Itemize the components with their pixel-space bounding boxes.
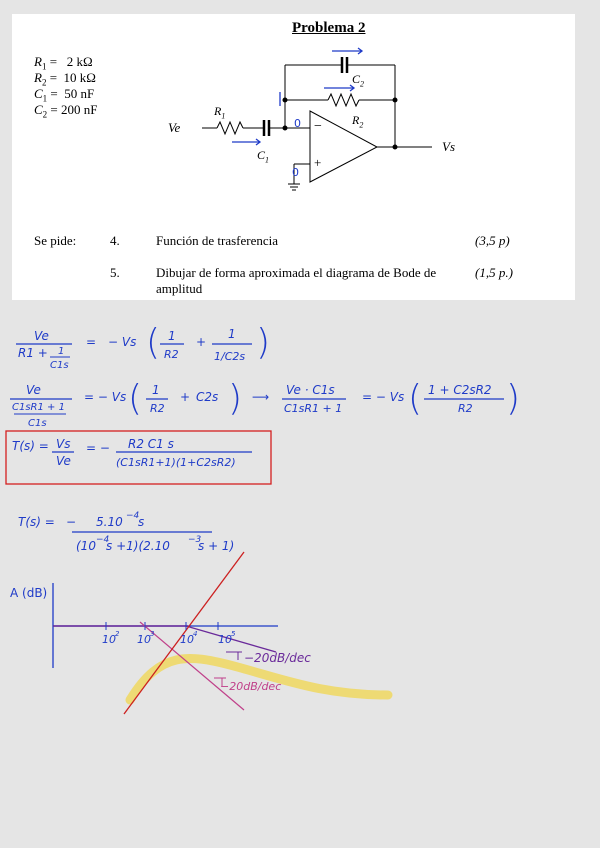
eq3-eq: = − bbox=[86, 441, 110, 455]
item-5-points: (1,5 p.) bbox=[475, 265, 513, 280]
bode-tick-2-exp: 3 bbox=[150, 630, 155, 638]
opamp-plus-label: + bbox=[314, 155, 322, 170]
svg-text:(: ( bbox=[408, 378, 423, 419]
eq4-lhs: T(s) = bbox=[18, 515, 55, 529]
eq3-rhs-den: (C1sR1+1)(1+C2sR2) bbox=[116, 456, 236, 469]
eq4-num: 5.10 bbox=[96, 515, 123, 529]
bode-slope1-label: −20dB/dec bbox=[244, 651, 311, 665]
item-5-number: 5. bbox=[110, 265, 120, 280]
eq2-eq2: = − Vs bbox=[362, 390, 405, 404]
bode-tick-4-exp: 5 bbox=[231, 630, 236, 638]
eq3-lhs-num: Vs bbox=[56, 437, 71, 451]
c1-label: $C_1$ bbox=[257, 148, 270, 165]
eq4-num-tail: s bbox=[138, 515, 145, 529]
c2-label: $C_2$ bbox=[352, 72, 365, 89]
r2-label: $R_2$ bbox=[352, 113, 364, 130]
resistor-r2 bbox=[328, 94, 359, 106]
circuit-schematic bbox=[12, 14, 575, 214]
eq2-lhs-num: Ve bbox=[26, 383, 41, 397]
eq3-rhs-num: R2 C1 s bbox=[128, 437, 174, 451]
resistor-r1 bbox=[217, 122, 243, 134]
eq1-t1-num: 1 bbox=[168, 329, 176, 343]
bode-tick-4-base: 10 bbox=[218, 633, 232, 646]
eq1-t1-den: R2 bbox=[164, 348, 179, 361]
svg-text:0: 0 bbox=[292, 166, 299, 179]
eq1-t2-den: 1/C2s bbox=[214, 350, 246, 363]
eq2-plus: + bbox=[180, 390, 191, 404]
problem-card bbox=[12, 14, 575, 300]
svg-text:(: ( bbox=[146, 322, 161, 363]
item-4-points: (3,5 p) bbox=[475, 233, 510, 248]
eq1-plus: + bbox=[196, 335, 207, 349]
svg-text:0: 0 bbox=[294, 117, 301, 130]
given-r1: $R_1 = 2$ kΩ bbox=[34, 54, 93, 72]
bode-slope2-label: −20dB/dec bbox=[220, 680, 282, 693]
eq2-t2: C2s bbox=[196, 390, 219, 404]
bode-tick-2-base: 10 bbox=[137, 633, 151, 646]
eq2-t1-num: 1 bbox=[152, 383, 160, 397]
eq4-den: (10 bbox=[76, 539, 96, 553]
eq2-t3-den: R2 bbox=[458, 402, 473, 415]
given-c2: $C_2 = 200$ nF bbox=[34, 102, 98, 120]
eq1-lhs-den-a: R1 + bbox=[18, 346, 48, 360]
eq4-den-exp1: −4 bbox=[96, 535, 110, 545]
eq1-t2-num: 1 bbox=[228, 327, 236, 341]
problem-title: Problema 2 bbox=[292, 20, 366, 36]
item-4-number: 4. bbox=[110, 233, 120, 248]
eq2-mid-den: C1sR1 + 1 bbox=[284, 402, 343, 415]
eq2-lhs-den2: C1s bbox=[28, 418, 47, 429]
eq2-lhs-den: C1sR1 + 1 bbox=[12, 402, 65, 413]
eq4-den-exp2: −3 bbox=[188, 535, 202, 545]
item-4-text: Función de trasferencia bbox=[156, 233, 279, 248]
output-label: Vs bbox=[442, 139, 455, 154]
eq2-eq: = − Vs bbox=[84, 390, 127, 404]
r1-label: $R_1$ bbox=[214, 104, 226, 121]
eq1-lhs-den-b-num: 1 bbox=[58, 346, 65, 357]
request-label: Se pide: bbox=[34, 233, 77, 248]
eq1-rhs: − Vs bbox=[108, 335, 137, 349]
item-5-text-line1: Dibujar de forma aproximada el diagrama de Bode de bbox=[156, 265, 437, 280]
eq3-lhs: T(s) = bbox=[12, 439, 49, 453]
eq1-eq: = bbox=[86, 335, 97, 349]
given-c1: $C_1 = 50$ nF bbox=[34, 86, 95, 104]
eq2-t3-num: 1 + C2sR2 bbox=[428, 383, 492, 397]
bode-axis-label: A (dB) bbox=[10, 586, 48, 600]
svg-text:): ) bbox=[228, 378, 243, 419]
svg-text:): ) bbox=[256, 322, 271, 363]
eq1-lhs-num: Ve bbox=[34, 329, 49, 343]
eq1-lhs-den-b-den: C1s bbox=[50, 360, 69, 371]
bode-tick-1-exp: 2 bbox=[115, 630, 120, 638]
eq4-sign: − bbox=[66, 515, 77, 529]
item-5-text-line2: amplitud bbox=[156, 281, 203, 296]
opamp-minus-label: − bbox=[314, 119, 322, 134]
handwritten-notes bbox=[0, 300, 600, 848]
eq4-den-mid: s +1)(2.10 bbox=[106, 539, 170, 553]
svg-text:): ) bbox=[506, 378, 521, 419]
eq4-den-tail: s + 1) bbox=[198, 539, 235, 553]
input-label: Ve bbox=[168, 120, 181, 135]
eq3-lhs-den: Ve bbox=[56, 454, 71, 468]
eq2-t1-den: R2 bbox=[150, 402, 165, 415]
bode-tick-3-base: 10 bbox=[180, 633, 194, 646]
svg-text:(: ( bbox=[128, 378, 143, 419]
eq2-mid-num: Ve · C1s bbox=[286, 383, 335, 397]
given-r2: $R_2 = 10$ kΩ bbox=[34, 70, 96, 88]
eq4-num-exp: −4 bbox=[126, 511, 140, 521]
bode-tick-3-exp: 4 bbox=[193, 630, 198, 638]
bode-tick-1-base: 10 bbox=[102, 633, 116, 646]
eq2-arrow: ⟶ bbox=[252, 390, 270, 404]
